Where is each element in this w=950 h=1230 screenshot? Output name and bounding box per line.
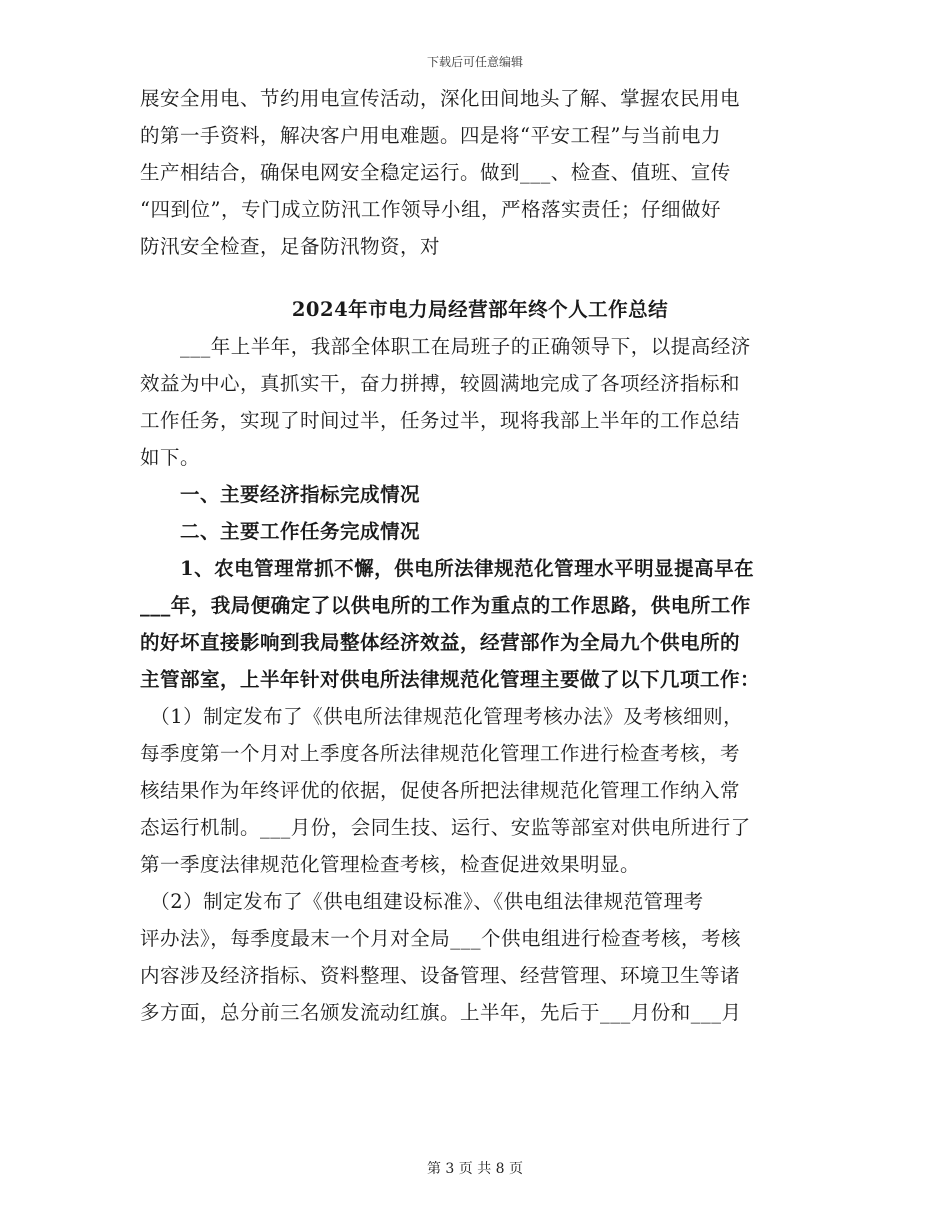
item-1-paragraph — [140, 698, 820, 883]
bold-paragraph — [140, 550, 820, 698]
text-line: 工作任务，实现了时间过半，任务过半，现将我部上半年的工作总结 — [140, 409, 741, 432]
text-line: 的好坏直接影响到我局整体经济效益，经营部作为全局九个供电所的 — [140, 631, 741, 654]
text-line: 的第一手资料，解决客户用电难题。四是将“平安工程”与当前电力 — [140, 124, 721, 147]
opening-paragraph — [140, 328, 820, 476]
page-header: 下载后可任意编辑 — [426, 55, 523, 69]
text-line: （1）制定发布了《供电所法律规范化管理考核办法》及考核细则， — [140, 705, 744, 728]
text-line: ___年上半年，我部全体职工在局班子的正确领导下，以提高经济 — [140, 335, 751, 358]
text-line: 第一季度法律规范化管理检查考核，检查促进效果明显。 — [140, 853, 641, 876]
intro-paragraph — [140, 80, 820, 265]
text-line: 内容涉及经济指标、资料整理、设备管理、经营管理、环境卫生等诸 — [140, 964, 741, 987]
text-line: ___年，我局便确定了以供电所的工作为重点的工作思路，供电所工作 — [140, 594, 751, 617]
text-line: 每季度第一个月对上季度各所法律规范化管理工作进行检查考核，考 — [140, 742, 741, 765]
document-title: 2024年市电力局经营部年终个人工作总结 — [291, 298, 669, 321]
page-footer: 第 3 页 共 8 页 — [426, 1161, 524, 1177]
text-line: 效益为中心，真抓实干，奋力拼搏，较圆满地完成了各项经济指标和 — [140, 372, 741, 395]
document-body — [140, 80, 820, 1031]
item-2-paragraph — [140, 883, 820, 1031]
text-line: 核结果作为年终评优的依据，促使各所把法律规范化管理工作纳入常 — [140, 779, 741, 802]
section-heading-2: 二、主要工作任务完成情况 — [140, 520, 421, 543]
text-line: 主管部室，上半年针对供电所法律规范化管理主要做了以下几项工作： — [140, 668, 761, 691]
text-line: 展安全用电、节约用电宣传活动，深化田间地头了解、掌握农民用电 — [140, 87, 741, 110]
text-line: 评办法》，每季度最末一个月对全局___个供电组进行检查考核，考核 — [140, 927, 742, 950]
text-line: （2）制定发布了《供电组建设标准》、《供电组法律规范管理考 — [140, 890, 704, 913]
text-line: 生产相结合，确保电网安全稳定运行。做到___、检查、值班、宣传 — [140, 161, 731, 184]
text-line: 多方面，总分前三名颁发流动红旗。上半年，先后于___月份和___月 — [140, 1001, 742, 1024]
text-line: 如下。 — [140, 446, 201, 469]
text-line: 态运行机制。___月份，会同生技、运行、安监等部室对供电所进行了 — [140, 816, 751, 839]
text-line: 防汛安全检查，足备防汛物资，对 — [140, 235, 441, 258]
section-heading-1: 一、主要经济指标完成情况 — [140, 483, 421, 506]
text-line: “四到位”，专门成立防汛工作领导小组，严格落实责任；仔细做好 — [140, 198, 721, 221]
text-line: 1、农电管理常抓不懈，供电所法律规范化管理水平明显提高早在 — [140, 557, 755, 580]
